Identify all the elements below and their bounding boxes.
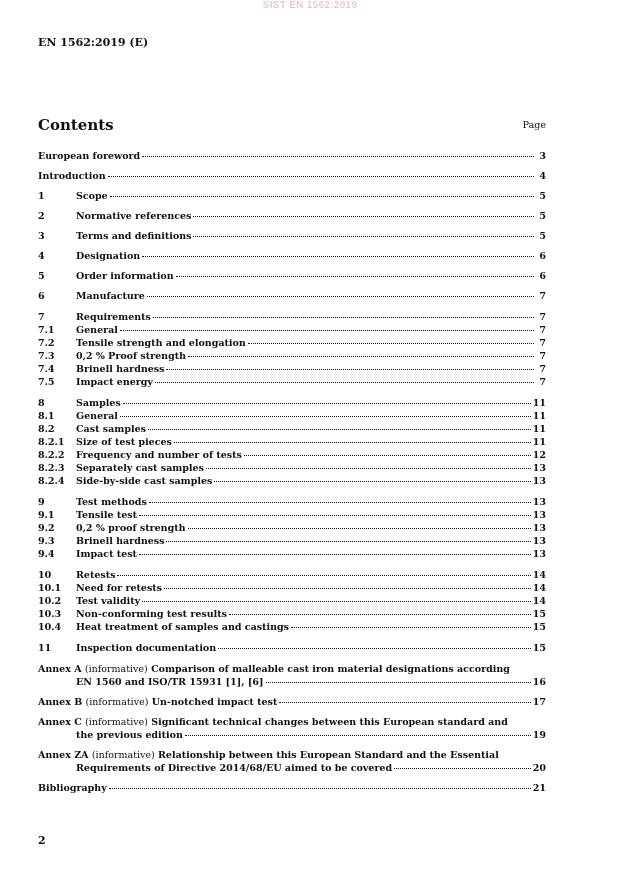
dot-leader	[291, 627, 531, 628]
toc-entry-7-3[interactable]	[38, 350, 546, 363]
toc-entry-7-5[interactable]	[38, 376, 546, 389]
toc-entry-page: 4	[539, 171, 546, 182]
toc-entry-label: Frequency and number of tests	[76, 450, 242, 461]
toc-entry-label: General	[76, 411, 118, 422]
toc-entry-label: Size of test pieces	[76, 437, 172, 448]
annex-title-line	[38, 696, 277, 709]
annex-title-line	[38, 663, 546, 676]
toc-entry-page: 13	[532, 497, 546, 508]
toc-entry-9-4[interactable]	[38, 548, 546, 561]
dot-leader	[166, 369, 534, 370]
dot-leader	[149, 502, 531, 503]
toc-entry-page: 7	[539, 351, 546, 362]
annex-title: Comparison of malleable cast iron material designations according	[151, 664, 510, 675]
annex-title-continuation	[38, 762, 546, 775]
toc-entry-label: Samples	[76, 398, 121, 409]
dot-leader	[174, 442, 531, 443]
dot-leader	[123, 403, 531, 404]
toc-entry-label: Tensile test	[76, 510, 138, 521]
toc-entry-label: 0,2 % Proof strength	[76, 351, 187, 362]
annex-title: the previous edition	[76, 730, 183, 741]
toc-entry-page: 7	[539, 291, 546, 302]
toc-entry-label: Requirements	[76, 312, 151, 323]
toc-entry-8-2-3[interactable]	[38, 462, 546, 475]
toc-entry-page: 7	[539, 338, 546, 349]
toc-entry-page: 16	[532, 677, 546, 688]
toc-entry-page: 19	[532, 730, 546, 741]
toc-entry-label: Side-by-side cast samples	[76, 476, 213, 487]
toc-entry-page: 6	[539, 271, 546, 282]
toc-entry-label: Normative references	[76, 211, 192, 222]
toc-entry-page: 13	[532, 549, 546, 560]
toc-entry-page: 14	[532, 583, 546, 594]
toc-entry-number: 7.1	[38, 325, 55, 336]
toc-entry-number: 10.3	[38, 609, 62, 620]
toc-annex-b[interactable]	[38, 696, 546, 709]
toc-entry-number: 10.1	[38, 583, 62, 594]
toc-entry-order-information[interactable]	[38, 270, 546, 283]
toc-entry-page: 14	[532, 570, 546, 581]
toc-entry-number: 9.2	[38, 523, 55, 534]
page-column-label: Page	[522, 120, 546, 131]
dot-leader	[120, 416, 531, 417]
toc-entry-page: 17	[532, 697, 546, 708]
toc-entry-number: 6	[38, 291, 45, 302]
toc-entry-number: 8.1	[38, 411, 55, 422]
toc-entry-page: 11	[532, 437, 546, 448]
toc-entry-page: 12	[532, 450, 546, 461]
toc-entry-9-3[interactable]	[38, 535, 546, 548]
dot-leader	[166, 541, 530, 542]
toc-entry-8-1[interactable]	[38, 410, 546, 423]
toc-entry-label: Designation	[76, 251, 141, 262]
annex-title: Requirements of Directive 2014/68/EU aimed to be covered	[76, 763, 393, 774]
toc-entry-page: 7	[539, 312, 546, 323]
toc-entry-label: Retests	[76, 570, 116, 581]
toc-entry-page: 13	[532, 463, 546, 474]
toc-entry-page: 5	[539, 191, 546, 202]
annex-name: Annex ZA	[38, 750, 89, 761]
toc-entry-number: 8.2.1	[38, 437, 65, 448]
toc-entry-retests[interactable]	[38, 569, 546, 582]
dot-leader	[142, 256, 534, 257]
toc-entry-page: 13	[532, 510, 546, 521]
dot-leader	[394, 768, 531, 769]
toc-entry-number: 2	[38, 211, 45, 222]
annex-title: Relationship between this European Standard and the Essential	[158, 750, 499, 761]
toc-entry-8-2-1[interactable]	[38, 436, 546, 449]
toc-entry-label: 0,2 % proof strength	[76, 523, 186, 534]
document-id: EN 1562:2019 (E)	[38, 36, 149, 49]
toc-entry-number: 7	[38, 312, 45, 323]
toc-entry-number: 10.2	[38, 596, 62, 607]
toc-entry-page: 7	[539, 364, 546, 375]
toc-entry-page: 6	[539, 251, 546, 262]
toc-entry-number: 7.2	[38, 338, 55, 349]
toc-entry-label: Brinell hardness	[76, 536, 165, 547]
dot-leader	[266, 682, 531, 683]
annex-title: EN 1560 and ISO/TR 15931 [1], [6]	[76, 677, 264, 688]
toc-entry-10-1[interactable]	[38, 582, 546, 595]
toc-entry-introduction[interactable]	[38, 170, 546, 183]
toc-entry-number: 10	[38, 570, 52, 581]
toc-entry-label: Tensile strength and elongation	[76, 338, 246, 349]
toc-entry-scope[interactable]	[38, 190, 546, 203]
toc-entry-number: 9.3	[38, 536, 55, 547]
dot-leader	[139, 515, 531, 516]
toc-entry-page: 15	[532, 643, 546, 654]
toc-entry-requirements[interactable]	[38, 311, 546, 324]
toc-annex-a[interactable]	[38, 663, 546, 689]
toc-entry-7-4[interactable]	[38, 363, 546, 376]
toc-entry-label: Impact test	[76, 549, 137, 560]
toc-entry-number: 8.2.2	[38, 450, 65, 461]
toc-entry-label: Test methods	[76, 497, 147, 508]
toc-entry-page: 20	[532, 763, 546, 774]
annex-name: Annex A	[38, 664, 82, 675]
toc-entry-page: 11	[532, 411, 546, 422]
toc-entry-7-1[interactable]	[38, 324, 546, 337]
dot-leader	[117, 575, 530, 576]
annex-title: Un-notched impact test	[151, 697, 278, 708]
dot-leader	[218, 648, 531, 649]
toc-entry-label: Terms and definitions	[76, 231, 192, 242]
toc-entry-10-2[interactable]	[38, 595, 546, 608]
annex-type: (informative)	[85, 717, 148, 728]
toc-entry-label: Separately cast samples	[76, 463, 204, 474]
toc-entry-manufacture[interactable]	[38, 290, 546, 303]
annex-type: (informative)	[84, 664, 148, 675]
dot-leader	[108, 176, 534, 177]
toc-entry-number: 7.4	[38, 364, 55, 375]
annex-type: (informative)	[91, 750, 155, 761]
toc-entry-page: 7	[539, 377, 546, 388]
annex-title: Significant technical changes between this European standard and	[151, 717, 508, 728]
dot-leader	[142, 156, 534, 157]
toc-entry-label: Introduction	[38, 171, 106, 182]
toc-entry-8-2-2[interactable]	[38, 449, 546, 462]
toc-entry-page: 14	[532, 596, 546, 607]
toc-entry-page: 11	[532, 424, 546, 435]
toc-entry-7-2[interactable]	[38, 337, 546, 350]
toc-annex-za[interactable]	[38, 749, 546, 775]
dot-leader	[188, 356, 534, 357]
toc-entry-number: 11	[38, 643, 52, 654]
toc-entry-bibliography[interactable]	[38, 782, 546, 795]
toc-annex-c[interactable]	[38, 716, 546, 742]
toc-entry-page: 13	[532, 476, 546, 487]
toc-entry-number: 3	[38, 231, 45, 242]
toc-entry-page: 13	[532, 536, 546, 547]
toc-entry-page: 13	[532, 523, 546, 534]
toc-entry-label: Scope	[76, 191, 108, 202]
annex-name: Annex B	[38, 697, 83, 708]
toc-entry-label: Heat treatment of samples and castings	[76, 622, 289, 633]
toc-entry-8-2[interactable]	[38, 423, 546, 436]
dot-leader	[153, 317, 534, 318]
toc-entry-number: 8.2.4	[38, 476, 65, 487]
dot-leader	[279, 702, 530, 703]
toc-entry-label: European foreword	[38, 151, 141, 162]
toc-entry-label: Order information	[76, 271, 174, 282]
toc-entry-page: 15	[532, 609, 546, 620]
toc-entry-number: 9	[38, 497, 45, 508]
table-of-contents	[38, 150, 546, 795]
toc-entry-label: General	[76, 325, 118, 336]
toc-entry-page: 5	[539, 211, 546, 222]
dot-leader	[193, 236, 534, 237]
toc-entry-number: 7.5	[38, 377, 55, 388]
dot-leader	[188, 528, 531, 529]
toc-entry-terms-definitions[interactable]	[38, 230, 546, 243]
toc-entry-page: 15	[532, 622, 546, 633]
dot-leader	[206, 468, 531, 469]
toc-entry-label: Brinell hardness	[76, 364, 165, 375]
dot-leader	[109, 788, 531, 789]
dot-leader	[244, 455, 531, 456]
toc-entry-number: 9.1	[38, 510, 55, 521]
dot-leader	[147, 296, 534, 297]
toc-entry-label: Inspection documentation	[76, 643, 217, 654]
annex-name: Annex C	[38, 717, 82, 728]
toc-entry-page: 7	[539, 325, 546, 336]
dot-leader	[110, 196, 534, 197]
toc-entry-number: 1	[38, 191, 45, 202]
dot-leader	[185, 735, 531, 736]
toc-entry-number: 5	[38, 271, 45, 282]
dot-leader	[248, 343, 534, 344]
toc-entry-page: 3	[539, 151, 546, 162]
toc-entry-page: 21	[532, 783, 546, 794]
dot-leader	[155, 382, 534, 383]
toc-entry-label: Impact energy	[76, 377, 153, 388]
dot-leader	[120, 330, 534, 331]
toc-entry-10-4[interactable]	[38, 621, 546, 634]
toc-entry-8-2-4[interactable]	[38, 475, 546, 488]
toc-entry-test-methods[interactable]	[38, 496, 546, 509]
dot-leader	[176, 276, 534, 277]
toc-entry-normative-references[interactable]	[38, 210, 546, 223]
toc-entry-9-2[interactable]	[38, 522, 546, 535]
contents-title: Contents	[38, 116, 114, 134]
dot-leader	[214, 481, 530, 482]
dot-leader	[164, 588, 531, 589]
toc-entry-number: 8.2.3	[38, 463, 65, 474]
dot-leader	[148, 429, 531, 430]
toc-entry-foreword[interactable]	[38, 150, 546, 163]
watermark: SIST EN 1562:2019	[262, 0, 358, 11]
annex-title-continuation	[38, 676, 546, 689]
toc-entry-label: Need for retests	[76, 583, 163, 594]
dot-leader	[139, 554, 531, 555]
toc-entry-label: Manufacture	[76, 291, 145, 302]
toc-entry-designation[interactable]	[38, 250, 546, 263]
toc-entry-number: 7.3	[38, 351, 55, 362]
annex-type: (informative)	[85, 697, 149, 708]
toc-entry-samples[interactable]	[38, 397, 546, 410]
annex-title-continuation	[38, 729, 546, 742]
toc-entry-number: 9.4	[38, 549, 55, 560]
toc-entry-number: 10.4	[38, 622, 62, 633]
dot-leader	[142, 601, 531, 602]
toc-entry-inspection-documentation[interactable]	[38, 642, 546, 655]
annex-title-line	[38, 716, 546, 729]
toc-entry-label: Non-conforming test results	[76, 609, 227, 620]
annex-title-line	[38, 749, 546, 762]
toc-entry-9-1[interactable]	[38, 509, 546, 522]
toc-entry-label: Cast samples	[76, 424, 146, 435]
toc-entry-number: 8	[38, 398, 45, 409]
toc-entry-page: 5	[539, 231, 546, 242]
toc-entry-number: 4	[38, 251, 45, 262]
dot-leader	[193, 216, 534, 217]
dot-leader	[229, 614, 531, 615]
toc-entry-10-3[interactable]	[38, 608, 546, 621]
toc-entry-label: Test validity	[76, 596, 141, 607]
toc-entry-number: 8.2	[38, 424, 55, 435]
toc-entry-label: Bibliography	[38, 783, 107, 794]
page-number: 2	[38, 834, 46, 847]
toc-entry-page: 11	[532, 398, 546, 409]
